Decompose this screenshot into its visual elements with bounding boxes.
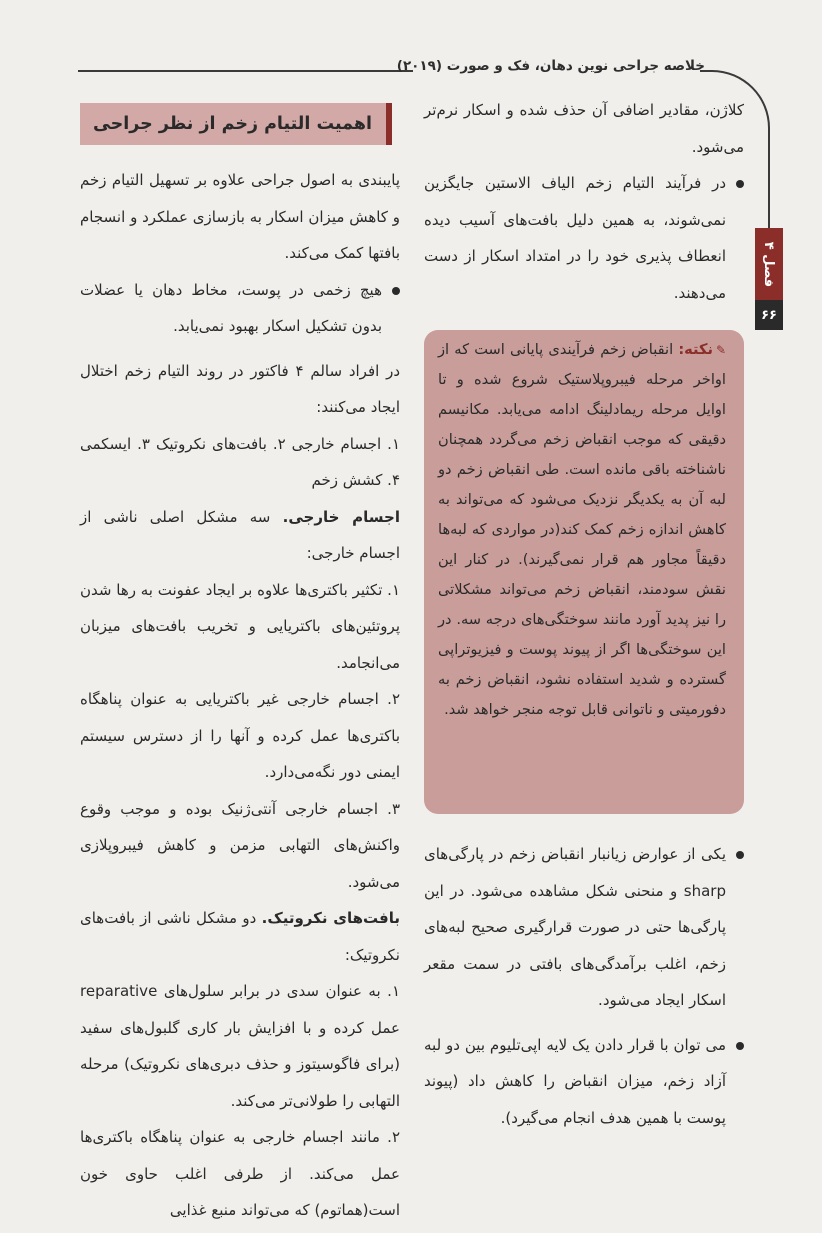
section-heading: اهمیت التیام زخم از نظر جراحی — [80, 103, 392, 145]
bullet-icon — [392, 287, 400, 295]
bullet-item — [80, 272, 400, 345]
latin-term: reparative — [80, 982, 158, 1000]
foreign-bodies-paragraph — [80, 499, 400, 572]
latin-term: sharp — [683, 881, 726, 900]
bullet-text: هیچ زخمی در پوست، مخاط دهان یا عضلات بدون تشکیل اسکار بهبود نمی‌یابد. — [80, 280, 382, 335]
bullet-text: در فرآیند التیام زخم الیاف الاستین جایگزین نمی‌شوند، به همین دلیل بافت‌های آسیب دیده انعطاف پذیری خود را در امتداد اسکار از دست می‌دهند. — [424, 174, 726, 302]
list-item: ۳. اجسام خارجی آنتی‌ژنیک بوده و موجب وقوع واکنش‌های التهابی مزمن و کاهش فیبروپلازی می‌شود. — [80, 799, 400, 891]
continuation-paragraph: کلاژن، مقادیر اضافی آن حذف شده و اسکار نرم‌تر می‌شود. — [424, 101, 744, 156]
left-column — [80, 162, 400, 1229]
list-item: ۱. تکثیر باکتری‌ها علاوه بر ایجاد عفونت به رها شدن پروتئین‌های باکتریایی و تخریب بافت‌های میزبان می‌انجامد. — [80, 580, 400, 672]
running-header-title: خلاصه جراحی نوین دهان، فک و صورت (۲۰۱۹) — [396, 58, 705, 74]
bullet-text-start: یکی از عوارض زیانبار انقباض زخم در پارگی‌های — [424, 845, 726, 863]
right-column-top — [424, 92, 744, 311]
header-rule — [78, 70, 413, 72]
bullet-text: می توان با قرار دادن یک لایه اپی‌تلیوم بین دو لبه آزاد زخم، میزان انقباض را کاهش داد (پیوند پوست با همین هدف انجام می‌گیرد). — [424, 1035, 726, 1127]
chapter-tab — [755, 228, 783, 300]
chapter-label: فصل ۴ — [761, 241, 777, 287]
note-text: انقباض زخم فرآیندی پایانی است که از اواخر مرحله فیبروپلاستیک شروع شده و تا اوایل مرحله ریمادلینگ ادامه می‌یابد. مکانیسم دقیقی که موجب انقباض زخم می‌گردد همچنان ناشناخته باقی مانده است. طی انقباض زخم دو لبه آن به یکدیگر نزدیک می‌شود که می‌تواند به کاهش اندازه زخم کمک کند(در مواردی که لبه‌ها دقیقاً مجاور هم قرار نمی‌گیرند). در کنار این نقش سودمند، انقباض زخم می‌تواند مشکلاتی را نیز پدید آورد مانند سوختگی‌های درجه سه. در این سوختگی‌ها اگر از پیوند پوست و فیزیوتراپی گسترده و شدید استفاده نشود، انقباض زخم به دفورمیتی و ناتوانی قابل توجه منجر خواهد شد. — [438, 341, 726, 718]
bullet-icon — [736, 851, 744, 859]
bullet-icon — [736, 180, 744, 188]
bullet-item — [424, 1027, 744, 1137]
foreign-bodies-intro: سه مشکل اصلی ناشی از اجسام خارجی: — [80, 507, 400, 562]
pen-icon: ✎ — [715, 343, 727, 357]
note-label: نکته: — [678, 341, 713, 358]
note-box — [424, 330, 744, 814]
factors-list: ۱. اجسام خارجی ۲. بافت‌های نکروتیک ۳. ایسکمی ۴. کشش زخم — [80, 434, 400, 489]
list-item — [80, 973, 400, 1119]
bullet-item — [424, 165, 744, 311]
intro-paragraph: پایبندی به اصول جراحی علاوه بر تسهیل التیام زخم و کاهش میزان اسکار به بازسازی عملکرد و انسجام بافتها کمک می‌کند. — [80, 171, 400, 262]
page-number: ۶۶ — [755, 300, 783, 330]
necrotic-paragraph — [80, 900, 400, 973]
bullet-icon — [736, 1042, 744, 1050]
foreign-bodies-heading: اجسام خارجی. — [282, 507, 400, 526]
list-item: ۲. اجسام خارجی غیر باکتریایی به عنوان پناهگاه باکتری‌ها عمل کرده و آنها را از دسترس سیستم ایمنی دور نگه‌می‌دارد. — [80, 690, 400, 781]
list-text-start: ۱. به عنوان سدی در برابر سلول‌های — [163, 982, 400, 1000]
bullet-item — [424, 836, 744, 1019]
list-text-end: عمل کرده و با افزایش بار کاری گلبول‌های سفید (برای فاگوسیتوز و حذف دبری‌های نکروتیک) مرحله التهابی را طولانی‌تر می‌کند. — [80, 1018, 400, 1110]
factors-intro: در افراد سالم ۴ فاکتور در روند التیام زخم اختلال ایجاد می‌کنند: — [80, 361, 400, 416]
right-column-bottom — [424, 836, 744, 1136]
list-item: ۲. مانند اجسام خارجی به عنوان پناهگاه باکتری‌ها عمل می‌کند. از طرفی اغلب حاوی خون است(هماتوم) که می‌تواند منبع غذایی — [80, 1128, 400, 1219]
necrotic-heading: بافت‌های نکروتیک. — [261, 909, 400, 927]
necrotic-intro: دو مشکل ناشی از بافت‌های نکروتیک: — [80, 909, 400, 964]
bullet-text-end: و منحنی شکل مشاهده می‌شود. در این پارگی‌ها حتی در صورت قرارگیری صحیح لبه‌های زخم، اغلب برآمدگی‌های بافتی در سمت مقعر اسکار ایجاد می‌شود. — [424, 881, 726, 1009]
